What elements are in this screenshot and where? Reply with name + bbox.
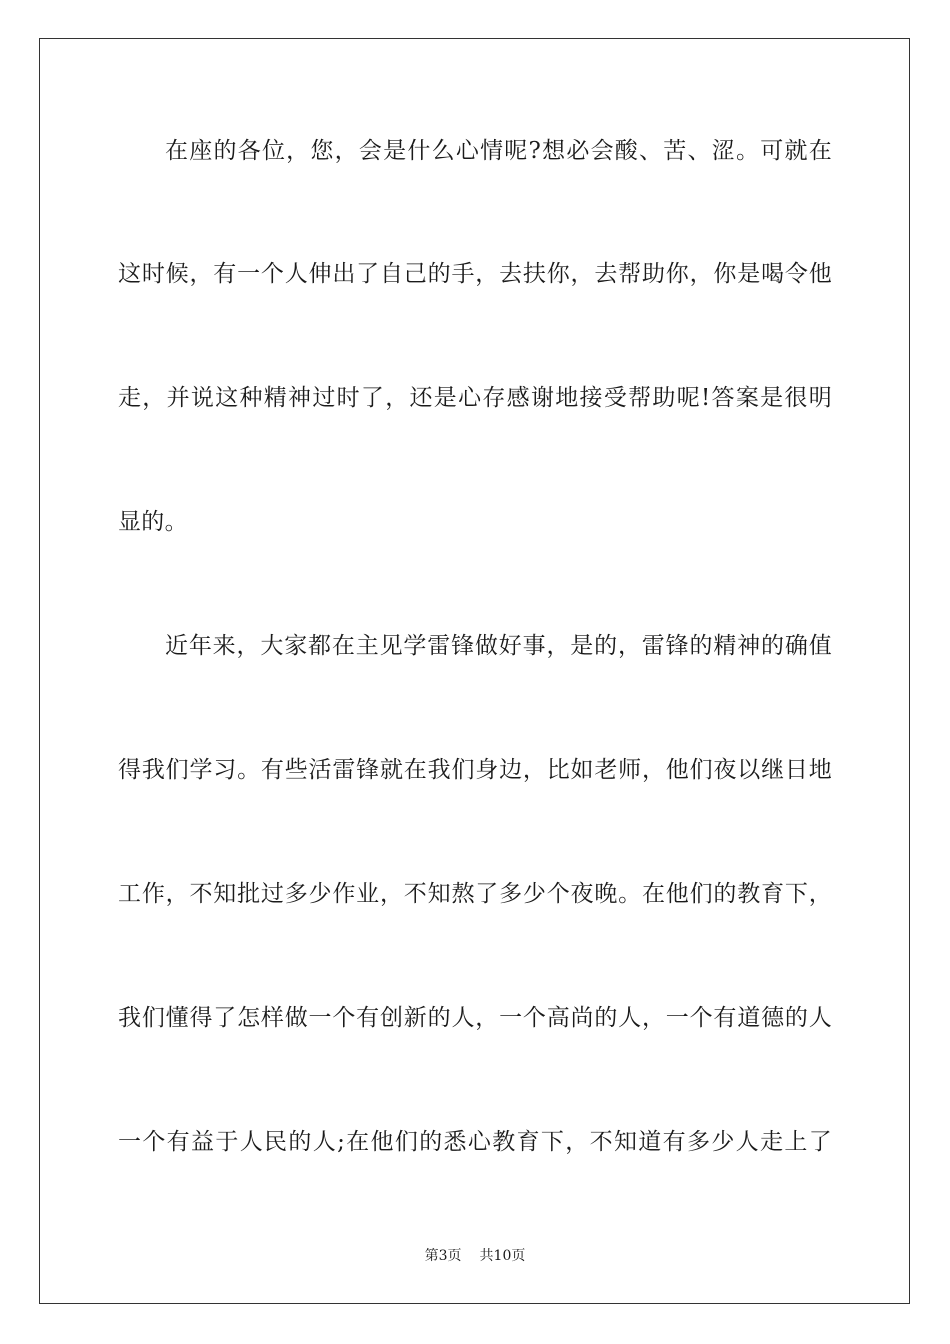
paragraph-1-line-2: 这时候，有一个人伸出了自己的手，去扶你，去帮助你，你是喝令他 (118, 261, 832, 287)
page-border (39, 38, 910, 1304)
paragraph-1-line-1: 在座的各位，您，会是什么心情呢?想必会酸、苦、涩。可就在 (165, 138, 832, 164)
paragraph-2-line-2: 得我们学习。有些活雷锋就在我们身边，比如老师，他们夜以继日地 (118, 757, 832, 783)
paragraph-2-line-5: 一个有益于人民的人;在他们的悉心教育下，不知道有多少人走上了 (118, 1129, 832, 1155)
page-footer (0, 1247, 950, 1265)
paragraph-2-line-4: 我们懂得了怎样做一个有创新的人，一个高尚的人，一个有道德的人 (118, 1005, 832, 1031)
page-number-total: 共10页 (479, 1248, 526, 1264)
paragraph-1-line-4: 显的。 (118, 509, 188, 535)
paragraph-2-line-3: 工作，不知批过多少作业，不知熬了多少个夜晚。在他们的教育下， (118, 881, 832, 907)
paragraph-1-line-3: 走，并说这种精神过时了，还是心存感谢地接受帮助呢!答案是很明 (118, 385, 832, 411)
paragraph-2-line-1: 近年来，大家都在主见学雷锋做好事，是的，雷锋的精神的确值 (165, 633, 832, 659)
page-number-current: 第3页 (424, 1248, 462, 1264)
